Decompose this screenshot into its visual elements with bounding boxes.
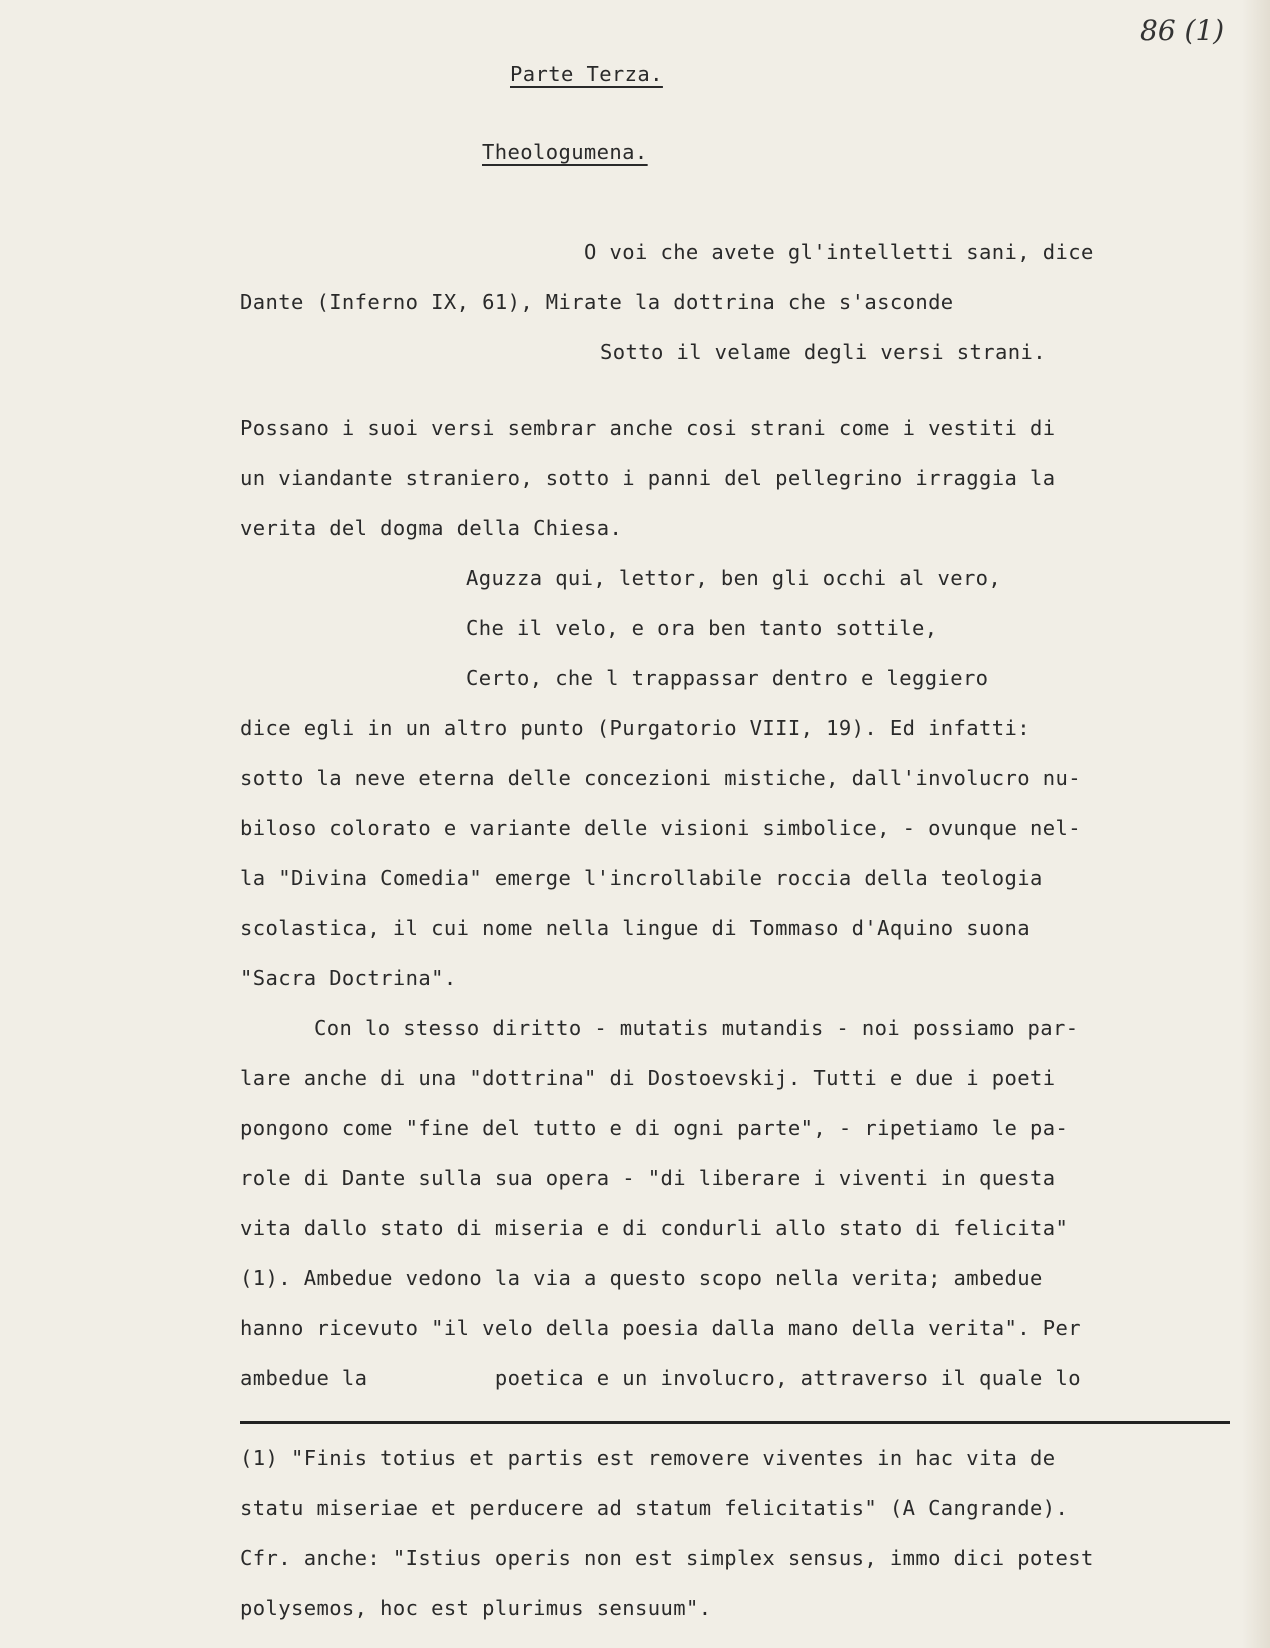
body-line: Aguzza qui, lettor, ben gli occhi al vero,	[466, 566, 1002, 590]
body-line: role di Dante sulla sua opera - "di liberare i viventi in questa	[240, 1166, 1056, 1190]
footnote-line: polysemos, hoc est plurimus sensuum".	[240, 1596, 712, 1620]
body-line: scolastica, il cui nome nella lingue di Tommaso d'Aquino suona	[240, 916, 1031, 940]
title-heading: Theologumena.	[482, 140, 648, 164]
footnote-line: (1) "Finis totius et partis est removere viventes in hac vita de	[240, 1446, 1056, 1470]
footnote-line: statu miseriae et perducere ad statum felicitatis" (A Cangrande).	[240, 1496, 1069, 1520]
body-line: biloso colorato e variante delle visioni simbolice, - ovunque nel-	[240, 816, 1081, 840]
body-line: Che il velo, e ora ben tanto sottile,	[466, 616, 938, 640]
footnote-separator	[240, 1421, 1230, 1424]
body-line: vita dallo stato di miseria e di condurli allo stato di felicita"	[240, 1216, 1069, 1240]
body-line: la "Divina Comedia" emerge l'incrollabile roccia della teologia	[240, 866, 1043, 890]
part-heading: Parte Terza.	[510, 62, 663, 86]
body-line: Certo, che l trappassar dentro e leggiero	[466, 666, 989, 690]
body-line: Con lo stesso diritto - mutatis mutandis - noi possiamo par-	[314, 1016, 1079, 1040]
body-line: verita del dogma della Chiesa.	[240, 516, 623, 540]
body-line: dice egli in un altro punto (Purgatorio VIII, 19). Ed infatti:	[240, 716, 1031, 740]
body-line: Dante (Inferno IX, 61), Mirate la dottrina che s'asconde	[240, 290, 954, 314]
footnote-line: Cfr. anche: "Istius operis non est simplex sensus, immo dici potest	[240, 1546, 1094, 1570]
body-line: sotto la neve eterna delle concezioni mistiche, dall'involucro nu-	[240, 766, 1081, 790]
body-line: (1). Ambedue vedono la via a questo scopo nella verita; ambedue	[240, 1266, 1043, 1290]
body-line: O voi che avete gl'intelletti sani, dice	[584, 240, 1094, 264]
body-line: hanno ricevuto "il velo della poesia dalla mano della verita". Per	[240, 1316, 1081, 1340]
body-line: Possano i suoi versi sembrar anche cosi strani come i vestiti di	[240, 416, 1056, 440]
body-line: "Sacra Doctrina".	[240, 966, 457, 990]
paper-edge	[1242, 0, 1270, 1648]
body-line: un viandante straniero, sotto i panni del pellegrino irraggia la	[240, 466, 1056, 490]
body-line: lare anche di una "dottrina" di Dostoevskij. Tutti e due i poeti	[240, 1066, 1056, 1090]
body-line: ambedue la poetica e un involucro, attraverso il quale lo	[240, 1366, 1081, 1390]
folio-number: 86 (1)	[1140, 14, 1225, 47]
body-line: Sotto il velame degli versi strani.	[600, 340, 1046, 364]
body-line: pongono come "fine del tutto e di ogni parte", - ripetiamo le pa-	[240, 1116, 1069, 1140]
